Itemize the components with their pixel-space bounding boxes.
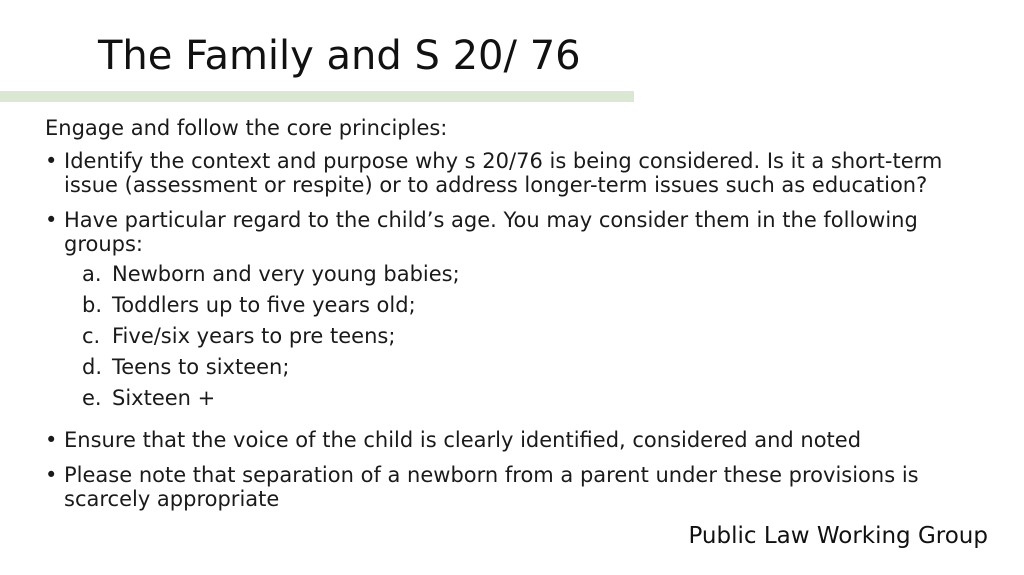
bullet-marker: •	[45, 149, 58, 173]
age-group-text: Toddlers up to five years old;	[112, 293, 416, 317]
slide-body	[45, 116, 995, 522]
slide-title: The Family and S 20/ 76	[98, 33, 581, 79]
bullet-item	[45, 149, 995, 197]
age-group-text: Newborn and very young babies;	[112, 262, 460, 286]
age-group-item	[64, 355, 995, 386]
list-letter: c.	[82, 324, 101, 348]
age-group-text: Sixteen +	[112, 386, 216, 410]
bullet-item	[45, 208, 995, 417]
list-letter: d.	[82, 355, 103, 379]
age-group-list	[64, 262, 995, 417]
list-letter: e.	[82, 386, 102, 410]
list-letter: b.	[82, 293, 103, 317]
list-letter: a.	[82, 262, 102, 286]
bullet-marker: •	[45, 463, 58, 487]
intro-text: Engage and follow the core principles:	[45, 116, 448, 140]
age-group-item	[64, 293, 995, 324]
bullet-text: Have particular regard to the child’s age. You may consider them in the following groups:	[64, 208, 918, 256]
bullet-item	[45, 463, 995, 511]
bullet-marker: •	[45, 428, 58, 452]
age-group-item	[64, 262, 995, 293]
bullet-text: Identify the context and purpose why s 20/76 is being considered. Is it a short-term issue (assessment or respite) or to address longer-term issues such as education?	[64, 149, 943, 197]
age-group-text: Five/six years to pre teens;	[112, 324, 396, 348]
bullet-text: Ensure that the voice of the child is clearly identified, considered and noted	[64, 428, 862, 452]
age-group-item	[64, 386, 995, 417]
title-underline-rule	[0, 91, 634, 102]
bullet-item	[45, 428, 995, 452]
age-group-item	[64, 324, 995, 355]
bullet-marker: •	[45, 208, 58, 232]
footer-organisation: Public Law Working Group	[688, 523, 988, 549]
bullet-text: Please note that separation of a newborn from a parent under these provisions is scarcely appropriate	[64, 463, 919, 511]
age-group-text: Teens to sixteen;	[112, 355, 290, 379]
